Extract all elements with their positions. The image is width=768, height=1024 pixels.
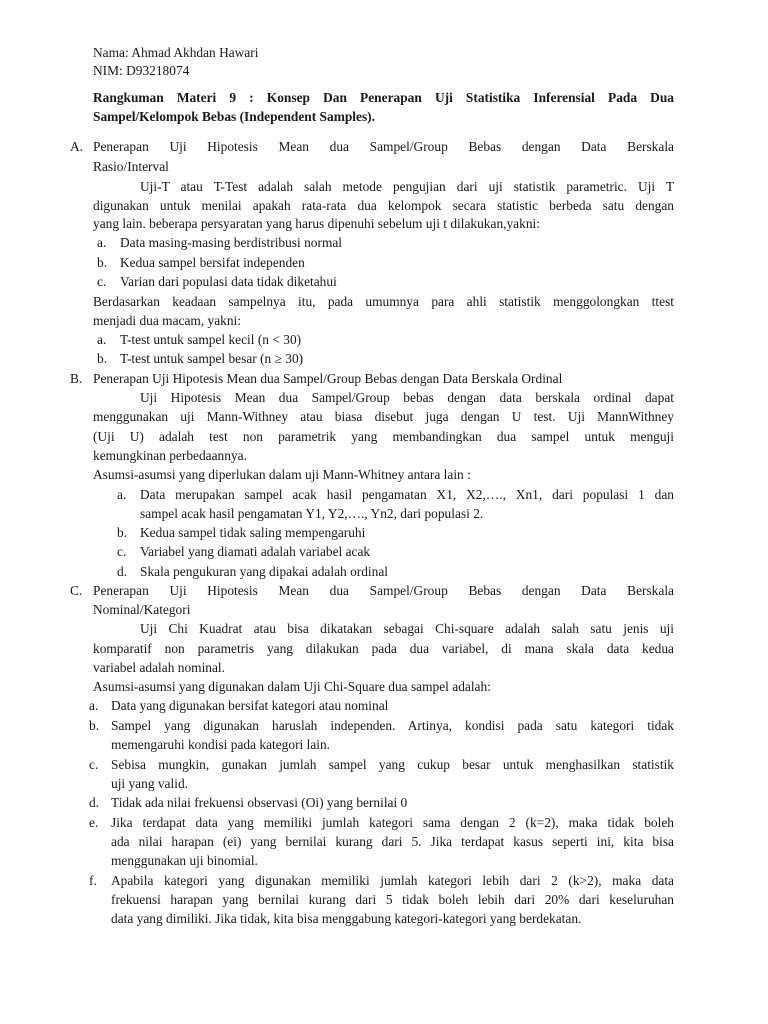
list-item: T-test untuk sampel besar (n ≥ 30) (120, 351, 304, 366)
list-marker: c. (89, 757, 99, 772)
list-item: Tidak ada nilai frekuensi observasi (Oi) yang bernilai 0 (111, 795, 408, 810)
list-marker: e. (89, 815, 99, 830)
section-b-paragraph-line-4: kemungkinan perbedaannya. (93, 448, 247, 463)
list-item-continuation: ada nilai harapan (ei) yang bernilai kurang dari 5. Jika terdapat kasus seperti ini, kita bisa (111, 834, 674, 849)
list-item-continuation: sampel acak hasil pengamatan Y1, Y2,…., Yn2, dari populasi 2. (140, 506, 484, 521)
section-b-assumptions-intro: Asumsi-asumsi yang diperlukan dalam uji Mann-Whitney antara lain : (93, 467, 471, 482)
list-item-continuation: frekuensi harapan yang bernilai kurang dari 5 tidak boleh lebih dari 20% dari keseluruhan (111, 892, 674, 907)
section-c-marker: C. (70, 583, 83, 598)
section-c-assumptions-intro: Asumsi-asumsi yang digunakan dalam Uji Chi-Square dua sampel adalah: (93, 679, 491, 694)
list-item: Apabila kategori yang digunakan memiliki jumlah kategori lebih dari 2 (k>2), maka data (111, 873, 674, 888)
section-a-marker: A. (70, 139, 84, 154)
section-b-paragraph-line-3: (Uji U) adalah test non parametrik yang membandingkan dua sampel untuk menguji (93, 429, 674, 444)
list-item: Variabel yang diamati adalah variabel acak (140, 544, 371, 559)
document-title-line-1: Rangkuman Materi 9 : Konsep Dan Penerapan Uji Statistika Inferensial Pada Dua (93, 90, 674, 105)
list-marker: b. (89, 718, 100, 733)
student-name: Nama: Ahmad Akhdan Hawari (93, 45, 259, 60)
section-a-heading-line-2: Rasio/Interval (93, 159, 169, 174)
list-item: Data merupakan sampel acak hasil pengamatan X1, X2,…., Xn1, dari populasi 1 dan (140, 487, 674, 502)
list-item-continuation: uji yang valid. (111, 776, 188, 791)
section-a-paragraph-line-3: yang lain. beberapa persyaratan yang harus dipenuhi sebelum uji t dilakukan,yakni: (93, 216, 540, 231)
list-item-continuation: menggunakan uji binomial. (111, 853, 258, 868)
list-item: T-test untuk sampel kecil (n < 30) (120, 332, 302, 347)
list-item: Sebisa mungkin, gunakan jumlah sampel yang cukup besar untuk menghasilkan statistik (111, 757, 674, 772)
list-item: Kedua sampel bersifat independen (120, 255, 305, 270)
section-b-heading: Penerapan Uji Hipotesis Mean dua Sampel/Group Bebas dengan Data Berskala Ordinal (93, 371, 563, 386)
section-a-paragraph-line-1: Uji-T atau T-Test adalah salah metode pengujian dari uji statistik parametric. Uji T (140, 179, 674, 194)
list-marker: a. (97, 332, 107, 347)
list-marker: b. (97, 255, 108, 270)
list-marker: a. (97, 235, 107, 250)
list-item: Varian dari populasi data tidak diketahui (120, 274, 337, 289)
list-marker: c. (117, 544, 127, 559)
list-item: Kedua sampel tidak saling mempengaruhi (140, 525, 366, 540)
list-marker: a. (89, 698, 99, 713)
section-b-paragraph-line-2: menggunakan uji Mann-Withney atau biasa disebut juga dengan U test. Uji MannWithney (93, 409, 674, 424)
list-marker: a. (117, 487, 127, 502)
list-marker: f. (89, 873, 97, 888)
section-c-paragraph-line-1: Uji Chi Kuadrat atau bisa dikatakan sebagai Chi-square adalah salah satu jenis uji (140, 621, 674, 636)
document-title-line-2: Sampel/Kelompok Bebas (Independent Samples). (93, 109, 375, 124)
list-marker: b. (97, 351, 108, 366)
list-item: Jika terdapat data yang memiliki jumlah kategori sama dengan 2 (k=2), maka tidak boleh (111, 815, 674, 830)
list-item: Sampel yang digunakan haruslah independen. Artinya, kondisi pada satu kategori tidak (111, 718, 674, 733)
list-item: Skala pengukuran yang dipakai adalah ordinal (140, 564, 389, 579)
list-marker: c. (97, 274, 107, 289)
section-a-paragraph-line-4: Berdasarkan keadaan sampelnya itu, pada umumnya para ahli statistik menggolongkan ttest (93, 294, 674, 309)
list-item-continuation: memengaruhi kondisi pada kategori lain. (111, 737, 331, 752)
section-b-paragraph-line-1: Uji Hipotesis Mean dua Sampel/Group bebas dengan data berskala ordinal dapat (140, 390, 674, 405)
section-c-heading-line-2: Nominal/Kategori (93, 602, 191, 617)
section-a-heading-line-1: Penerapan Uji Hipotesis Mean dua Sampel/Group Bebas dengan Data Berskala (93, 139, 674, 154)
section-a-paragraph-line-2: digunakan untuk menilai apakah rata-rata dua kelompok secara statistic berbeda satu dengan (93, 198, 674, 213)
list-item: Data yang digunakan bersifat kategori atau nominal (111, 698, 389, 713)
section-a-paragraph-line-5: menjadi dua macam, yakni: (93, 313, 241, 328)
list-marker: d. (89, 795, 100, 810)
list-marker: b. (117, 525, 128, 540)
list-item-continuation: data yang dimiliki. Jika tidak, kita bisa menggabung kategori-kategori yang berdekatan. (111, 911, 582, 926)
section-c-paragraph-line-2: komparatif non parametris yang dilakukan pada dua variabel, di mana skala data kedua (93, 641, 674, 656)
section-c-paragraph-line-3: variabel adalah nominal. (93, 660, 225, 675)
list-marker: d. (117, 564, 128, 579)
list-item: Data masing-masing berdistribusi normal (120, 235, 343, 250)
section-b-marker: B. (70, 371, 83, 386)
student-nim: NIM: D93218074 (93, 63, 190, 78)
section-c-heading-line-1: Penerapan Uji Hipotesis Mean dua Sampel/Group Bebas dengan Data Berskala (93, 583, 674, 598)
